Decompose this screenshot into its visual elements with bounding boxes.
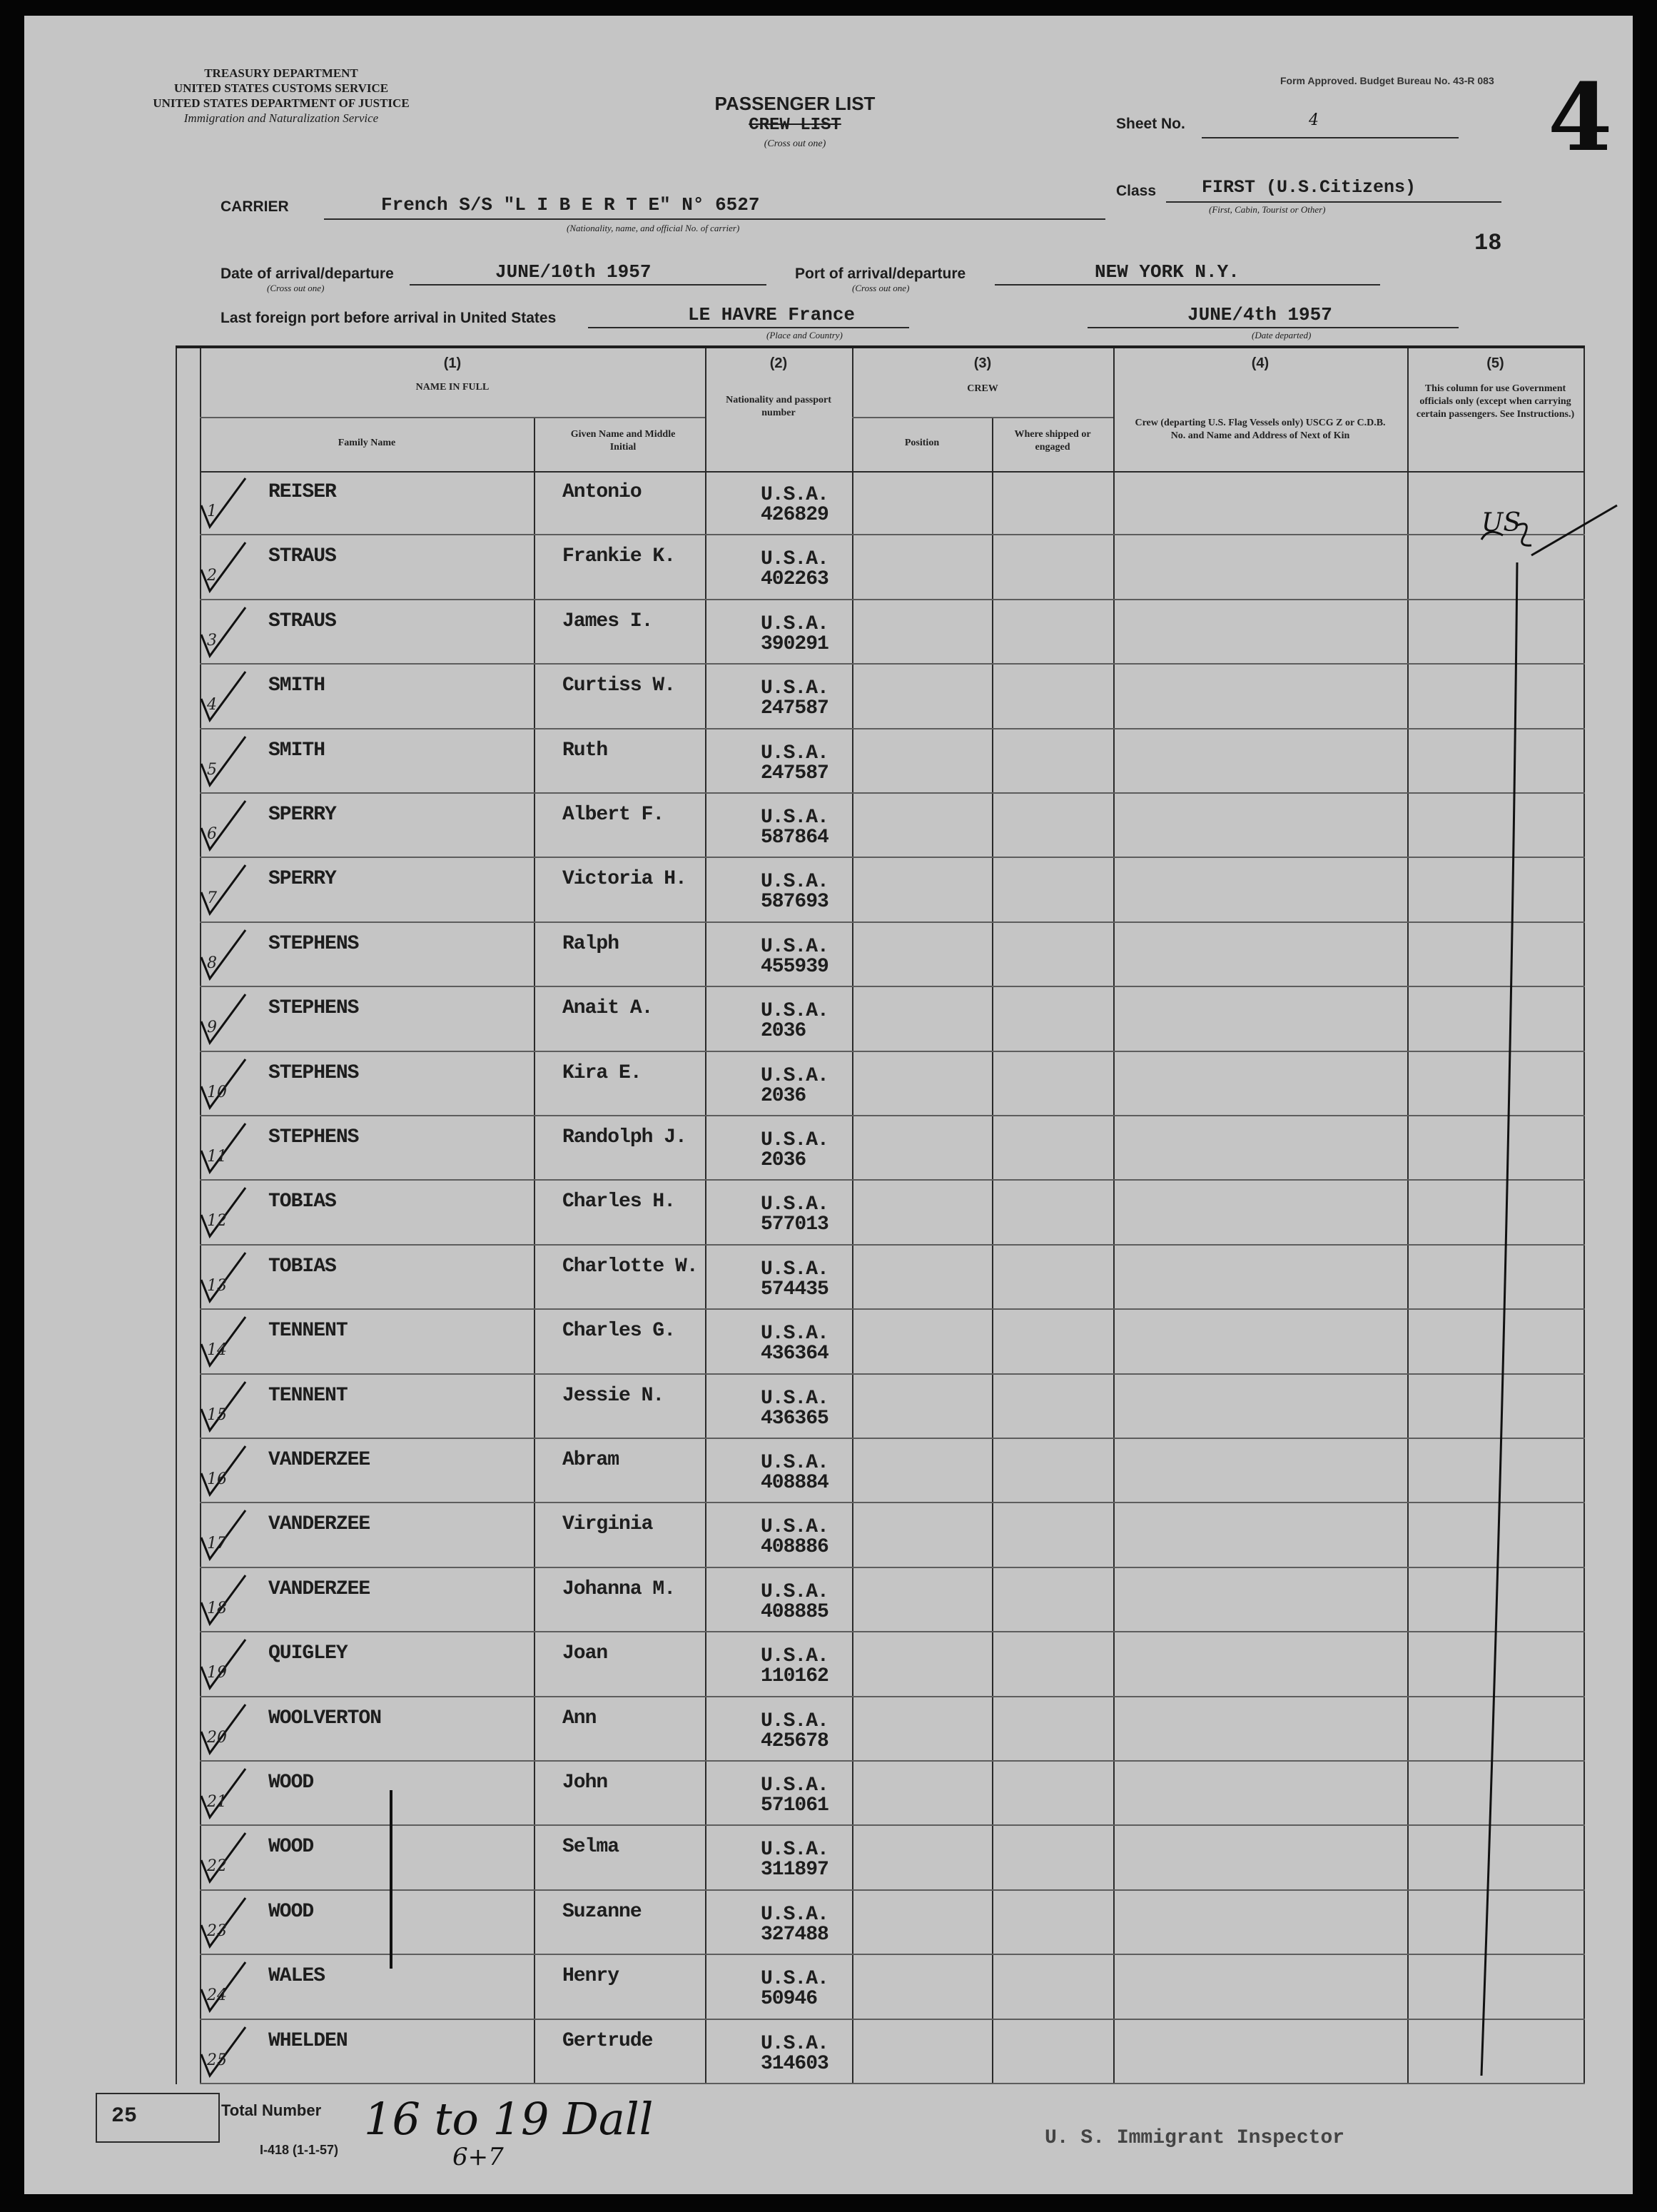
title-note: (Cross out one) bbox=[764, 138, 826, 149]
passport-number: 408884 bbox=[761, 1472, 828, 1494]
agency-header bbox=[67, 66, 495, 126]
nationality: U.S.A. bbox=[761, 2032, 828, 2055]
family-name: STEPHENS bbox=[268, 932, 359, 955]
row-number: 22 bbox=[207, 1857, 227, 1876]
passenger-table bbox=[176, 345, 1585, 2084]
family-name: TOBIAS bbox=[268, 1191, 336, 1213]
passport-number: 436365 bbox=[761, 1407, 828, 1430]
nationality: U.S.A. bbox=[761, 1064, 828, 1087]
family-name: WOOD bbox=[268, 1900, 314, 1923]
sheet-label: Sheet No. bbox=[1116, 116, 1185, 132]
row-number: 6 bbox=[207, 825, 217, 843]
port-label: Port of arrival/departure bbox=[795, 266, 966, 282]
passport-number: 2036 bbox=[761, 1020, 806, 1043]
nationality: U.S.A. bbox=[761, 548, 828, 571]
family-name: SPERRY bbox=[268, 868, 336, 891]
row-number: 15 bbox=[207, 1405, 227, 1424]
given-name: Charlotte W. bbox=[562, 1255, 698, 1278]
given-name: Virginia bbox=[562, 1513, 653, 1536]
crew-list-struck: CREW LIST bbox=[749, 116, 841, 135]
family-name: VANDERZEE bbox=[268, 1449, 370, 1471]
given-name: Abram bbox=[562, 1449, 619, 1471]
row-number: 5 bbox=[207, 760, 217, 779]
family-name: REISER bbox=[268, 481, 336, 503]
sheet-count: 18 bbox=[1474, 230, 1502, 256]
passport-number: 110162 bbox=[761, 1665, 828, 1688]
row-number: 10 bbox=[207, 1083, 227, 1101]
given-name: Anait A. bbox=[562, 997, 653, 1020]
given-name: Ruth bbox=[562, 739, 608, 762]
col2-number: (2) bbox=[769, 355, 788, 371]
given-name: Albert F. bbox=[562, 804, 664, 826]
row-number: 20 bbox=[207, 1728, 227, 1747]
passport-number: 327488 bbox=[761, 1923, 828, 1946]
family-name: TENNENT bbox=[268, 1384, 348, 1407]
carrier-note: (Nationality, name, and official No. of carrier) bbox=[567, 223, 740, 233]
nationality: U.S.A. bbox=[761, 1193, 828, 1216]
nationality: U.S.A. bbox=[761, 612, 828, 635]
lastport-label: Last foreign port before arrival in United States bbox=[221, 310, 557, 326]
arrival-label: Date of arrival/departure bbox=[221, 266, 394, 282]
passport-number: 425678 bbox=[761, 1729, 828, 1752]
form-approved-stamp: Form Approved. Budget Bureau No. 43-R 083 bbox=[1280, 75, 1494, 86]
family-name: STRAUS bbox=[268, 545, 336, 568]
col5-number: (5) bbox=[1486, 355, 1504, 371]
row-number: 4 bbox=[207, 696, 217, 714]
row-number: 17 bbox=[207, 1535, 227, 1553]
given-name: Henry bbox=[562, 1965, 619, 1988]
family-name: WOOLVERTON bbox=[268, 1707, 382, 1729]
agency-line: TREASURY DEPARTMENT bbox=[204, 66, 358, 80]
given-name: Curtiss W. bbox=[562, 675, 676, 697]
family-name: STRAUS bbox=[268, 610, 336, 632]
nationality: U.S.A. bbox=[761, 1387, 828, 1410]
nationality: U.S.A. bbox=[761, 1258, 828, 1281]
row-number: 1 bbox=[207, 503, 217, 520]
passport-number: 455939 bbox=[761, 955, 828, 978]
column5-annotation: US bbox=[1481, 508, 1521, 537]
class-label: Class bbox=[1116, 183, 1157, 199]
passenger-list-sheet bbox=[24, 16, 1633, 2194]
nationality: U.S.A. bbox=[761, 871, 828, 894]
agency-line: Immigration and Naturalization Service bbox=[183, 111, 379, 125]
long-vertical-stroke bbox=[1481, 562, 1517, 2076]
carrier-value: French S/S "L I B E R T E" N° 6527 bbox=[381, 194, 760, 216]
departed-note: (Date departed) bbox=[1252, 330, 1312, 340]
arrival-value: JUNE/10th 1957 bbox=[495, 261, 652, 283]
passport-number: 408885 bbox=[761, 1600, 828, 1623]
class-note: (First, Cabin, Tourist or Other) bbox=[1209, 204, 1326, 215]
sheet-big-number: 4 bbox=[1548, 63, 1613, 172]
port-note: (Cross out one) bbox=[852, 283, 910, 293]
carrier-field bbox=[324, 194, 1105, 220]
total-count-box bbox=[96, 2093, 220, 2143]
passport-number: 2036 bbox=[761, 1149, 806, 1171]
family-name: WOOD bbox=[268, 1836, 314, 1859]
given-name: Suzanne bbox=[562, 1900, 642, 1923]
nationality: U.S.A. bbox=[761, 1323, 828, 1345]
family-name: STEPHENS bbox=[268, 1061, 359, 1084]
class-value: FIRST (U.S.Citizens) bbox=[1202, 177, 1417, 198]
nationality: U.S.A. bbox=[761, 1709, 828, 1732]
row-number: 21 bbox=[207, 1793, 227, 1811]
nationality: U.S.A. bbox=[761, 1903, 828, 1926]
passport-number: 574435 bbox=[761, 1278, 828, 1301]
family-name: WOOD bbox=[268, 1772, 314, 1794]
nationality: U.S.A. bbox=[761, 1645, 828, 1668]
class-field bbox=[1166, 177, 1501, 203]
passport-number: 402263 bbox=[761, 568, 828, 591]
col1-family-head: Family Name bbox=[338, 438, 396, 448]
col3-where-head: Where shipped or engaged bbox=[1014, 429, 1091, 453]
agency-line: UNITED STATES DEPARTMENT OF JUSTICE bbox=[153, 96, 410, 110]
row-number: 18 bbox=[207, 1599, 227, 1617]
row-number: 8 bbox=[207, 954, 217, 972]
col1-title: NAME IN FULL bbox=[415, 382, 490, 393]
row-number: 13 bbox=[207, 1276, 227, 1295]
port-value: NEW YORK N.Y. bbox=[1095, 261, 1240, 283]
row-number: 7 bbox=[207, 889, 217, 908]
passport-number: 390291 bbox=[761, 632, 828, 655]
given-name: Charles H. bbox=[562, 1191, 676, 1213]
nationality: U.S.A. bbox=[761, 742, 828, 764]
sheet-value: 4 bbox=[1309, 111, 1319, 129]
port-field bbox=[995, 263, 1380, 286]
nationality: U.S.A. bbox=[761, 807, 828, 829]
nationality: U.S.A. bbox=[761, 1580, 828, 1603]
given-name: Ralph bbox=[562, 932, 619, 955]
given-name: Kira E. bbox=[562, 1061, 642, 1084]
passport-number: 50946 bbox=[761, 1988, 818, 2011]
given-name: Antonio bbox=[562, 481, 642, 503]
family-name: QUIGLEY bbox=[268, 1642, 348, 1665]
lastport-value: LE HAVRE France bbox=[688, 304, 856, 325]
inspector-signature-line: U. S. Immigrant Inspector bbox=[1045, 2127, 1345, 2149]
col4-number: (4) bbox=[1251, 355, 1270, 371]
passport-number: 2036 bbox=[761, 1084, 806, 1107]
row-number: 24 bbox=[207, 1986, 227, 2005]
nationality: U.S.A. bbox=[761, 484, 828, 506]
tick-stroke bbox=[1531, 505, 1617, 555]
given-name: Frankie K. bbox=[562, 545, 676, 568]
family-name: TOBIAS bbox=[268, 1255, 336, 1278]
passport-number: 587693 bbox=[761, 891, 828, 914]
annotation-marks bbox=[176, 348, 1585, 2084]
row-number: 19 bbox=[207, 1664, 227, 1682]
family-name: SMITH bbox=[268, 675, 325, 697]
departed-field bbox=[1088, 305, 1459, 328]
passport-number: 571061 bbox=[761, 1794, 828, 1817]
family-name: STEPHENS bbox=[268, 1126, 359, 1148]
nationality: U.S.A. bbox=[761, 935, 828, 958]
passport-number: 436364 bbox=[761, 1343, 828, 1365]
given-name: James I. bbox=[562, 610, 653, 632]
family-name: VANDERZEE bbox=[268, 1513, 370, 1536]
row-number: 2 bbox=[207, 567, 217, 585]
row-number: 9 bbox=[207, 1019, 217, 1037]
form-number: I-418 (1-1-57) bbox=[260, 2143, 339, 2157]
given-name: Charles G. bbox=[562, 1320, 676, 1343]
col1-number: (1) bbox=[443, 355, 462, 371]
col1-given-head: Given Name and Middle Initial bbox=[570, 429, 676, 453]
arrival-field bbox=[410, 263, 766, 286]
row-number: 11 bbox=[207, 1148, 227, 1166]
given-name: Victoria H. bbox=[562, 868, 686, 891]
passport-number: 587864 bbox=[761, 827, 828, 849]
family-name: TENNENT bbox=[268, 1320, 348, 1343]
passport-number: 426829 bbox=[761, 504, 828, 526]
nationality: U.S.A. bbox=[761, 1968, 828, 1991]
passport-number: 247587 bbox=[761, 762, 828, 784]
passport-number: 247587 bbox=[761, 697, 828, 720]
nationality: U.S.A. bbox=[761, 1774, 828, 1797]
arrival-note: (Cross out one) bbox=[267, 283, 325, 293]
col3-number: (3) bbox=[973, 355, 992, 371]
departed-value: JUNE/4th 1957 bbox=[1187, 304, 1332, 325]
col5-title: This column for use Government officials only (except when carrying certain passengers. See Instructions.) bbox=[1416, 383, 1575, 420]
col3-title: CREW bbox=[967, 383, 998, 394]
row-number: 25 bbox=[207, 2051, 227, 2069]
passport-number: 408886 bbox=[761, 1536, 828, 1559]
handwritten-note-2: 6+7 bbox=[452, 2143, 504, 2171]
passport-number: 577013 bbox=[761, 1213, 828, 1236]
nationality: U.S.A. bbox=[761, 1129, 828, 1151]
family-name: WALES bbox=[268, 1965, 325, 1988]
given-name: Joan bbox=[562, 1642, 608, 1665]
total-number-label: Total Number bbox=[221, 2101, 322, 2119]
lastport-note: (Place and Country) bbox=[766, 330, 843, 340]
col4-title: Crew (departing U.S. Flag Vessels only) USCG Z or C.D.B. No. and Name and Address of Next of Kin bbox=[1135, 418, 1386, 441]
nationality: U.S.A. bbox=[761, 1000, 828, 1023]
given-name: Selma bbox=[562, 1836, 619, 1859]
row-number: 12 bbox=[207, 1212, 227, 1231]
family-name: VANDERZEE bbox=[268, 1577, 370, 1600]
row-number: 14 bbox=[207, 1341, 227, 1360]
handwritten-note: 16 to 19 Dall bbox=[364, 2093, 654, 2145]
document-subtitle bbox=[667, 116, 923, 135]
given-name: Jessie N. bbox=[562, 1384, 664, 1407]
document-title: PASSENGER LIST bbox=[714, 93, 876, 114]
lastport-field bbox=[588, 305, 909, 328]
row-number: 23 bbox=[207, 1921, 227, 1940]
nationality: U.S.A. bbox=[761, 1839, 828, 1862]
given-name: Johanna M. bbox=[562, 1577, 676, 1600]
given-name: Ann bbox=[562, 1707, 597, 1729]
passport-number: 314603 bbox=[761, 2052, 828, 2075]
given-name: John bbox=[562, 1772, 608, 1794]
row-number: 3 bbox=[207, 631, 217, 650]
agency-line: UNITED STATES CUSTOMS SERVICE bbox=[173, 81, 389, 95]
sheet-field bbox=[1202, 111, 1459, 138]
nationality: U.S.A. bbox=[761, 677, 828, 700]
nationality: U.S.A. bbox=[761, 1516, 828, 1539]
family-name: STEPHENS bbox=[268, 997, 359, 1020]
row-number: 16 bbox=[207, 1470, 227, 1488]
total-count-value: 25 bbox=[111, 2104, 138, 2128]
nationality: U.S.A. bbox=[761, 1452, 828, 1474]
col3-position-head: Position bbox=[904, 438, 940, 448]
family-name: WHELDEN bbox=[268, 2029, 348, 2052]
family-name: SMITH bbox=[268, 739, 325, 762]
carrier-label: CARRIER bbox=[221, 198, 289, 215]
given-name: Randolph J. bbox=[562, 1126, 686, 1148]
passport-number: 311897 bbox=[761, 1859, 828, 1882]
given-name: Gertrude bbox=[562, 2029, 653, 2052]
family-name: SPERRY bbox=[268, 804, 336, 826]
col2-title: Nationality and passport number bbox=[726, 395, 831, 418]
